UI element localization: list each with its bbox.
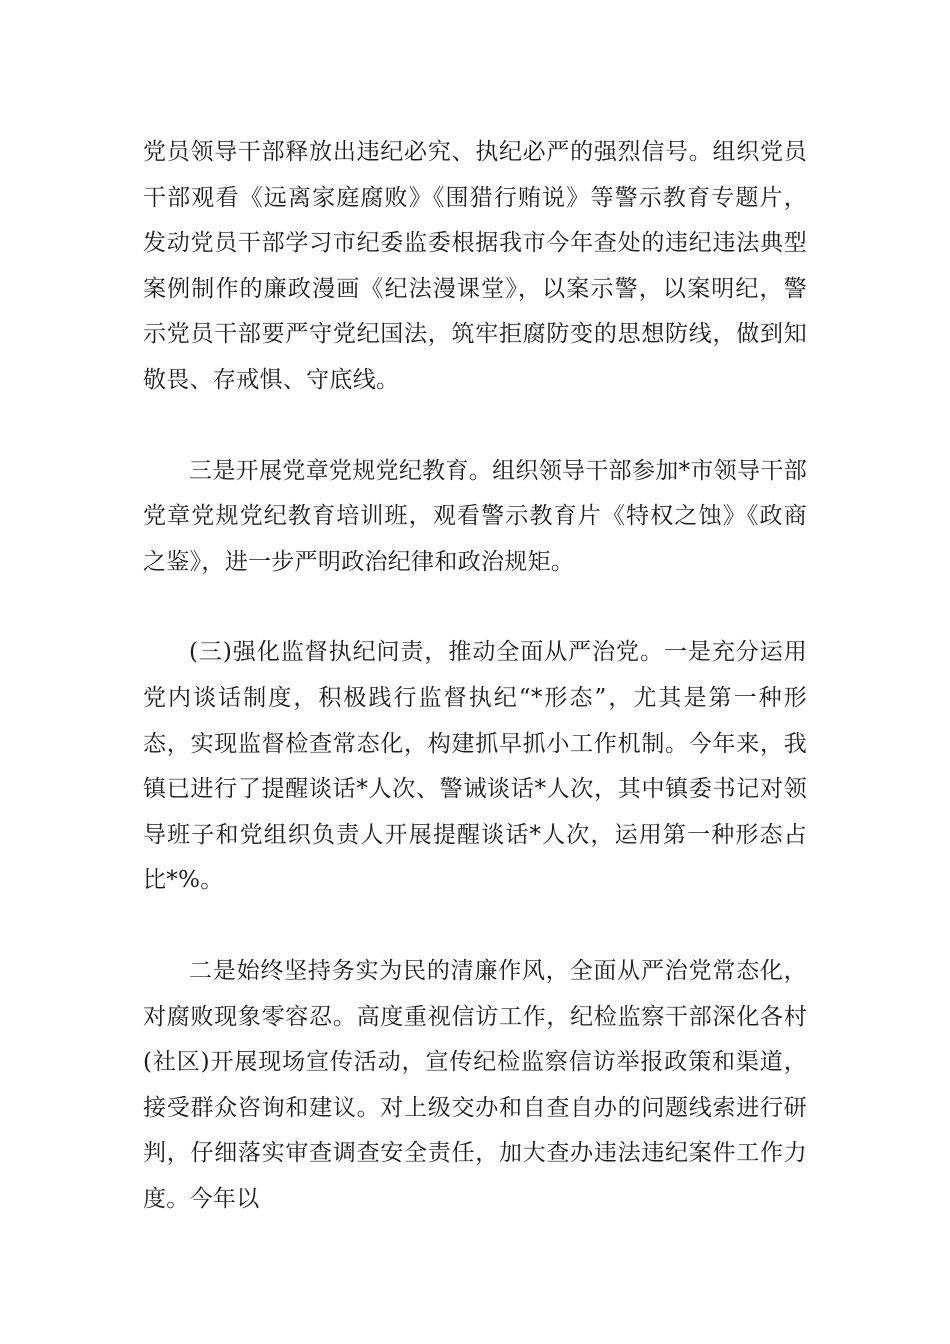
document-page <box>143 130 807 1222</box>
paragraph-warning-education: 党员领导干部释放出违纪必究、执纪必严的强烈信号。组织党员干部观看《远离家庭腐败》《围猎行贿说》等警示教育专题片，发动党员干部学习市纪委监委根据我市今年查处的违纪违法典型案例制作的廉政漫画《纪法漫课堂》，以案示警，以案明纪，警示党员干部要严守党纪国法，筑牢拒腐防变的思想防线，做到知敬畏、存戒惧、守底线。 <box>143 139 807 393</box>
paragraph-clean-work-style: 二是始终坚持务实为民的清廉作风，全面从严治党常态化，对腐败现象零容忍。高度重视信访工作，纪检监察干部深化各村(社区)开展现场宣传活动，宣传纪检监察信访举报政策和渠道，接受群众咨询和建议。对上级交办和自查自办的问题线索进行研判，仔细落实审查调查安全责任，加大查办违法违纪案件工作力度。今年以 <box>143 957 807 1212</box>
paragraph-supervision-accountability: (三)强化监督执纪问责，推动全面从严治党。一是充分运用党内谈话制度，积极践行监督执纪“*形态”，尤其是第一种形态，实现监督检查常态化，构建抓早抓小工作机制。今年来，我镇已进行了提醒谈话*人次、警诫谈话*人次，其中镇委书记对领导班子和党组织负责人开展提醒谈话*人次，运用第一种形态占比*%。 <box>143 639 807 894</box>
paragraph-party-rules-education: 三是开展党章党规党纪教育。组织领导干部参加*市领导干部党章党规党纪教育培训班，观看警示教育片《特权之蚀》《政商之鉴》，进一步严明政治纪律和政治规矩。 <box>143 457 807 575</box>
